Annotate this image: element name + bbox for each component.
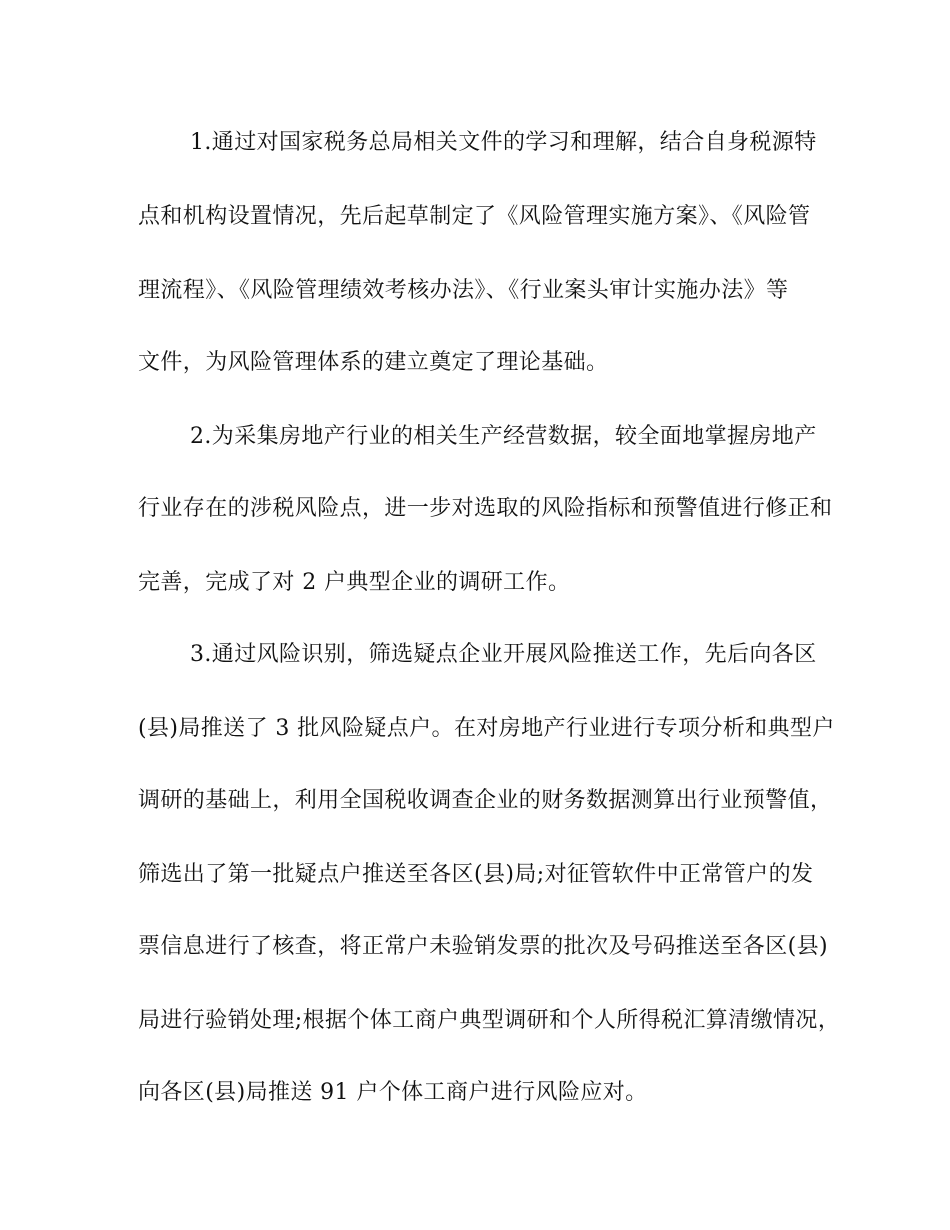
paragraph-line: 票信息进行了核查，将正常户未验销发票的批次及号码推送至各区(县) (138, 934, 828, 959)
paragraph-line: 2.为采集房地产行业的相关生产经营数据，较全面地掌握房地产 (190, 424, 817, 449)
paragraph-line: 理流程》、《风险管理绩效考核办法》、《行业案头审计实施办法》等 (138, 278, 789, 303)
paragraph-line: 完善，完成了对 2 户典型企业的调研工作。 (138, 570, 571, 595)
paragraph-line: 1.通过对国家税务总局相关文件的学习和理解，结合自身税源特 (190, 130, 817, 155)
paragraph-line: 行业存在的涉税风险点，进一步对选取的风险指标和预警值进行修正和 (138, 496, 833, 521)
paragraph-line: 点和机构设置情况，先后起草制定了《风险管理实施方案》、《风险管 (138, 204, 811, 229)
paragraph-line: (县)局推送了 3 批风险疑点户。在对房地产行业进行专项分析和典型户 (138, 716, 835, 741)
paragraph-line: 3.通过风险识别，筛选疑点企业开展风险推送工作，先后向各区 (190, 642, 817, 667)
paragraph-line: 向各区(县)局推送 91 户个体工商户进行风险应对。 (138, 1080, 648, 1105)
paragraph-line: 文件，为风险管理体系的建立奠定了理论基础。 (138, 350, 609, 375)
paragraph-line: 调研的基础上，利用全国税收调查企业的财务数据测算出行业预警值， (138, 788, 833, 813)
paragraph-line: 筛选出了第一批疑点户推送至各区(县)局;对征管软件中正常管户的发 (138, 862, 814, 887)
paragraph-line: 局进行验销处理;根据个体工商户典型调研和个人所得税汇算清缴情况， (138, 1008, 841, 1033)
